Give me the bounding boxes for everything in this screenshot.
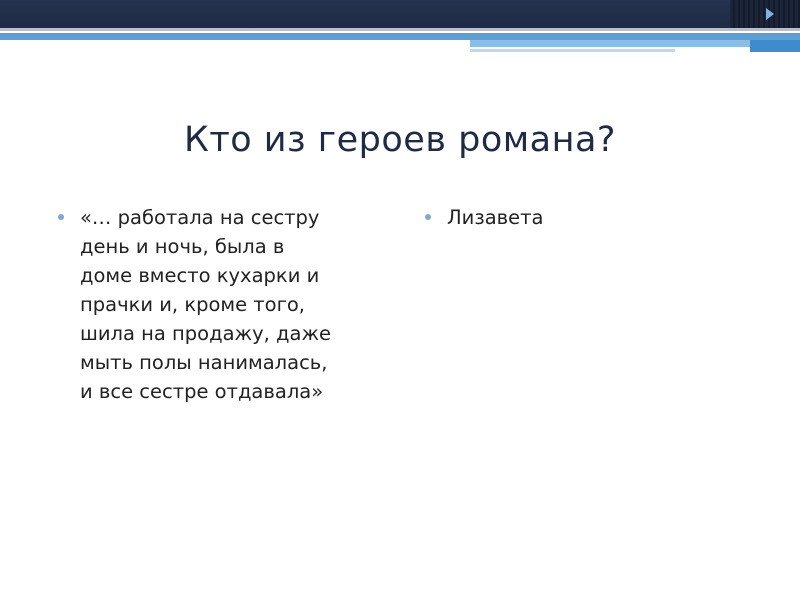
left-column [58,203,398,406]
quote-text: «… работала на сестру день и ночь, была в доме вместо кухарки и прачки и, кроме того, шила на продажу, даже мыть полы нанималась, и все сестре отдавала» [80,206,332,403]
right-column [425,203,765,232]
header-divider [0,28,800,31]
answer-bullet-item [425,203,765,232]
bullet-dot-icon [58,214,64,220]
quote-bullet-item [58,203,398,406]
accent-band-end [750,40,800,52]
accent-band-thin [470,49,675,52]
play-triangle-icon [766,8,774,20]
accent-band-main [0,33,800,40]
bullet-dot-icon [425,214,431,220]
answer-text: Лизавета [447,206,544,229]
header-bar [0,0,800,28]
header-bar-right-texture [730,0,800,28]
slide-title: Кто из героев романа? [184,120,616,160]
